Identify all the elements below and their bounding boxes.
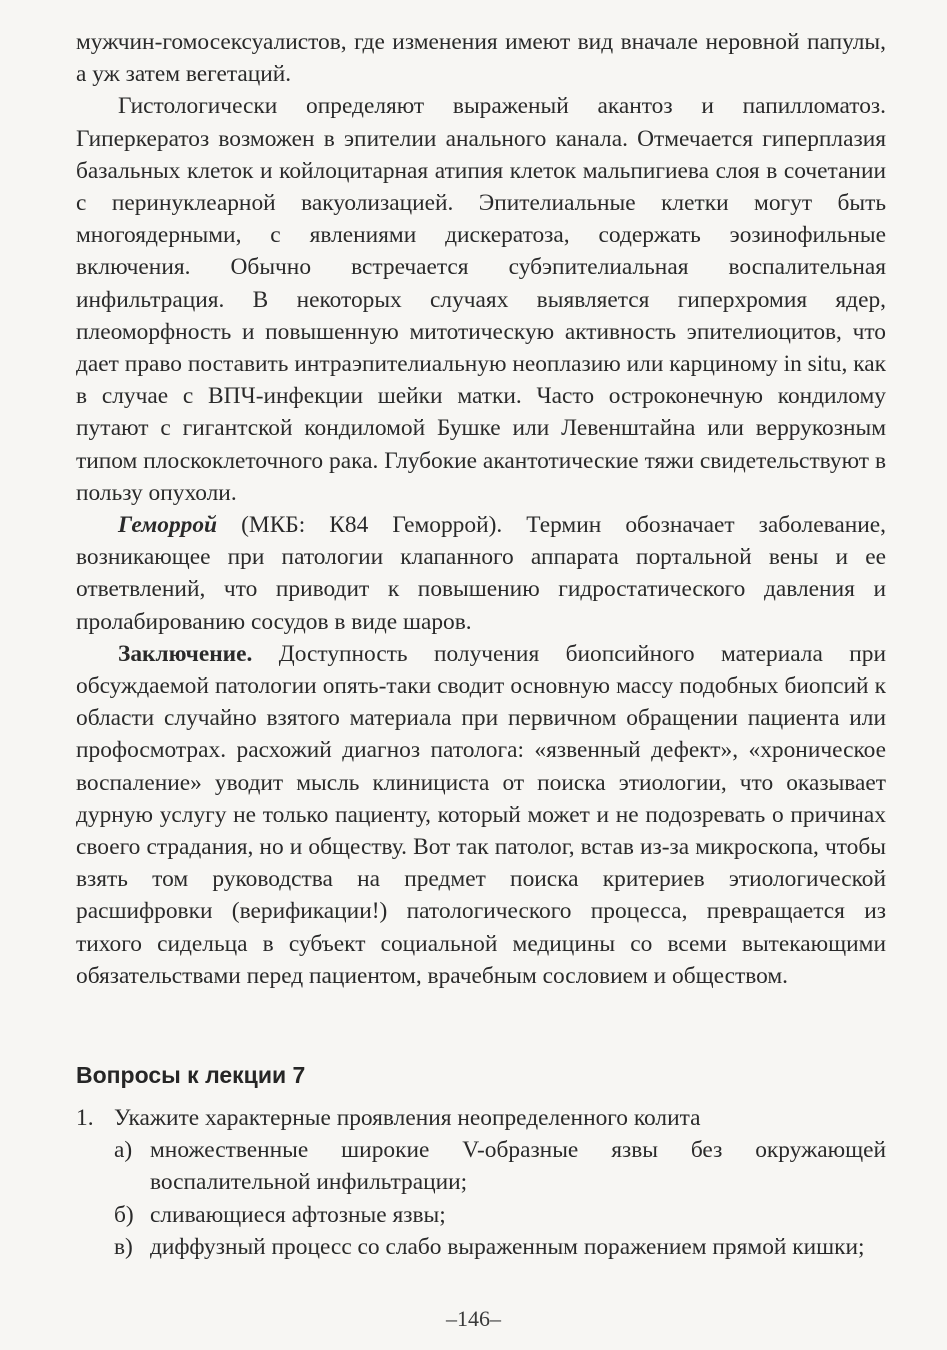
option-text: сливающиеся афтозные язвы; [150, 1201, 446, 1228]
option-letter: в) [114, 1233, 133, 1260]
answer-option [114, 1199, 886, 1231]
paragraph-histology: Гистологически определяют выраженый акантоз и папилломатоз. Гиперкератоз возможен в эпителии анального канала. Отмечается гиперплазия базальных клеток и койлоцитарная атипия клеток мальпигиева слоя в сочетании с перинуклеарной вакуолизацией. Эпителиальные клетки могут быть многоядерными, с явлениями дискератоза, содержать эозинофильные включения. Обычно встречается субэпителиальная воспалительная инфильтрация. В некоторых случаях выявляется гиперхромия ядер, плеоморфность и повышенную митотическую активность эпителиоцитов, что дает право поставить интраэпителиальную неоплазию или карциному in situ, как в случае с ВПЧ-инфекции шейки матки. Часто остроконечную кондилому путают с гигантской кондиломой Бушке или Левенштайна или веррукозным типом плоскоклеточного рака. Глубокие акантотические тяжи свидетельствуют в пользу опухоли. [76, 93, 886, 506]
page-number: –146– [446, 1306, 501, 1331]
question-text: Укажите характерные проявления неопределенного колита [114, 1105, 701, 1131]
question-list [76, 1102, 886, 1263]
term-hemorrhoids: Геморрой [118, 512, 218, 539]
answer-option [114, 1134, 886, 1198]
answer-option [114, 1231, 886, 1263]
question-number: 1. [76, 1105, 94, 1131]
section-heading: Вопросы к лекции 7 [76, 1062, 306, 1088]
conclusion-label: Заключение. [118, 640, 253, 667]
paragraph-conclusion [76, 638, 886, 992]
option-text: диффузный процесс со слабо выраженным поражением прямой кишки; [150, 1233, 865, 1260]
body-text [76, 26, 886, 992]
conclusion-text: Доступность получения биопсийного материала при обсуждаемой патологии опять-таки сводит основную массу подобных биопсий к области случайно взятого материала при первичном обращении пациента или профосмотрах. расхожий диагноз патолога: «язвенный дефект», «хроническое воспаление» уводит мысль клинициста от поиска этиологии, что оказывает дурную услугу не только пациенту, который может и не подозревать о причинах своего страдания, но и обществу. Вот так патолог, встав из-за микроскопа, чтобы взять том руководства на предмет поиска критериев этиологической расшифровки (верификации!) патологического процесса, превращается из тихого сидельца в субъект социальной медицины со всеми вытекающими обязательствами перед пациентом, врачебным сословием и обществом. [76, 640, 886, 989]
answer-options [76, 1134, 886, 1263]
paragraph-continuation: мужчин-гомосексуалистов, где изменения имеют вид вначале неровной папулы, а уж затем вегетаций. [76, 29, 886, 88]
paragraph-hemorrhoids [76, 509, 886, 638]
option-text: множественные широкие V-образные язвы без окружающей воспалительной инфильтрации; [150, 1137, 886, 1196]
hemorrhoids-definition: (МКБ: К84 Геморрой). Термин обозначает заболевание, возникающее при патологии клапанного аппарата портальной вены и ее ответвлений, что приводит к повышению гидростатического давления и пролабированию сосудов в виде шаров. [76, 512, 886, 635]
question-item [76, 1102, 886, 1263]
option-letter: а) [114, 1137, 133, 1164]
option-letter: б) [114, 1201, 134, 1228]
